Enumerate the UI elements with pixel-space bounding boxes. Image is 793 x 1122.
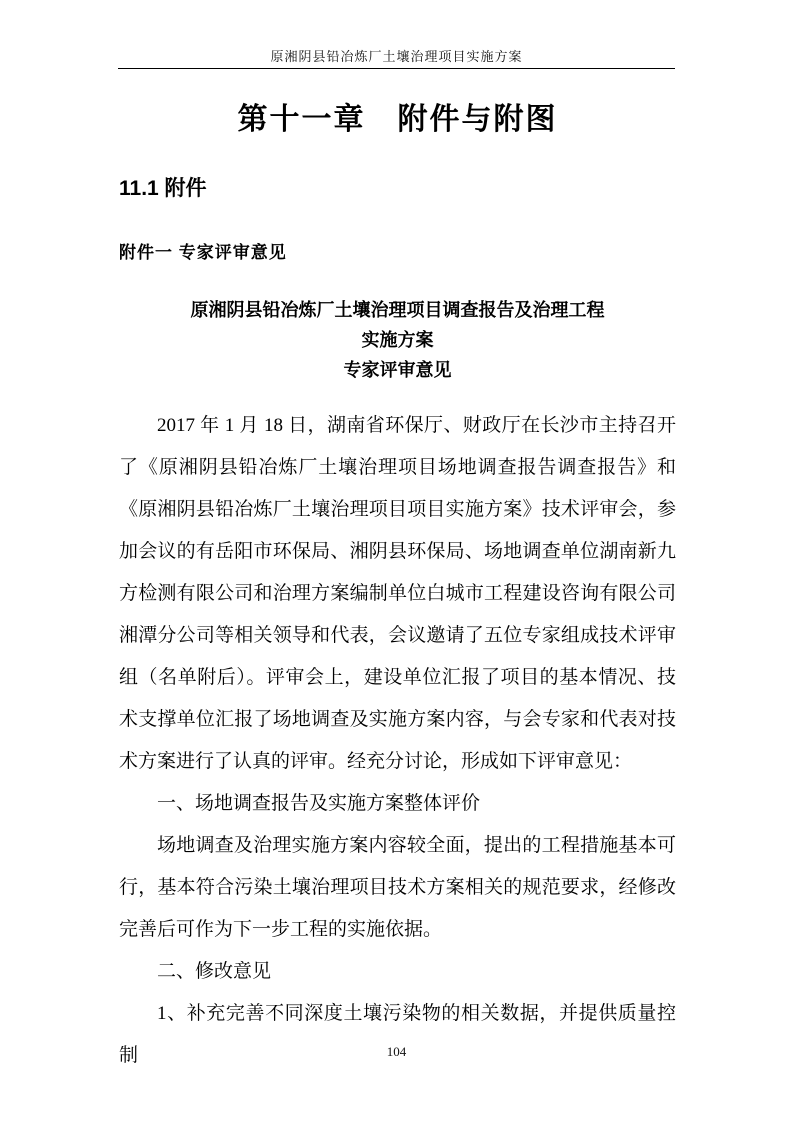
review-title <box>119 295 676 385</box>
footer-page-number: 104 <box>386 1044 407 1059</box>
paragraph-meeting-intro: 2017 年 1 月 18 日，湖南省环保厅、财政厅在长沙市主持召开了《原湘阴县铅冶炼厂土壤治理项目场地调查报告调查报告》和《原湘阴县铅冶炼厂土壤治理项目项目实施方案》技术评审会，参加会议的有岳阳市环保局、湘阴县环保局、场地调查单位湖南新九方检测有限公司和治理方案编制单位白城市工程建设咨询有限公司湘潭分公司等相关领导和代表，会议邀请了五位专家组成技术评审组（名单附后）。评审会上，建设单位汇报了项目的基本情况、技术支撑单位汇报了场地调查及实施方案内容，与会专家和代表对技术方案进行了认真的评审。经充分讨论，形成如下评审意见： <box>119 415 676 772</box>
paragraph-revision-item-1: 1、补充完善不同深度土壤污染物的相关数据，并提供质量控制 <box>119 1003 676 1066</box>
paragraph-overall-evaluation: 场地调查及治理实施方案内容较全面，提出的工程措施基本可行，基本符合污染土壤治理项目技术方案相关的规范要求，经修改完善后可作为下一步工程的实施依据。 <box>119 835 676 940</box>
attachment-heading: 附件一 专家评审意见 <box>119 243 287 262</box>
page-header-title: 原湘阴县铅冶炼厂土壤治理项目实施方案 <box>270 49 523 64</box>
page-content <box>119 82 676 1077</box>
paragraph-section-two-heading: 二、修改意见 <box>157 961 272 982</box>
paragraph-section-one-heading: 一、场地调查报告及实施方案整体评价 <box>157 793 481 814</box>
review-title-line2: 实施方案 <box>361 330 434 350</box>
body-text <box>119 405 676 1077</box>
header-divider <box>118 68 675 69</box>
chapter-title: 第十一章 附件与附图 <box>237 103 558 136</box>
review-title-line3: 专家评审意见 <box>343 360 452 380</box>
review-title-line1: 原湘阴县铅冶炼厂土壤治理项目调查报告及治理工程 <box>190 300 605 320</box>
section-heading: 11.1 附件 <box>119 177 207 200</box>
